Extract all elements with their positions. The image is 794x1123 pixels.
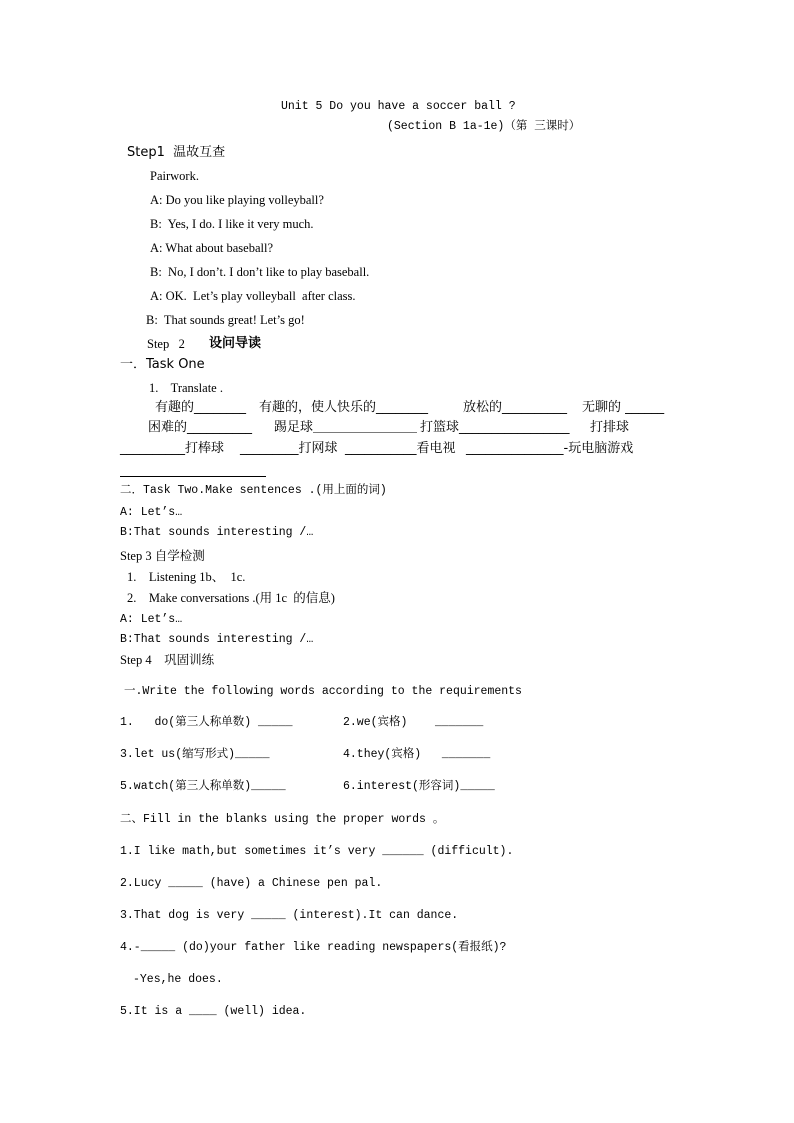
dialogue-line: A: OK. Let’s play volleyball after class. (150, 289, 356, 303)
step3-heading: Step 3 自学检测 (120, 549, 205, 563)
translate-item: ___________看电视 (345, 441, 456, 456)
translate-item: 困难的__________ (148, 420, 253, 435)
fill-item: 5.It is a ____ (well) idea. (120, 1005, 307, 1018)
translate-instruction: 1. Translate . (149, 381, 223, 395)
translate-item: 有趣的________ (155, 400, 247, 415)
translate-item: 踢足球＿＿＿＿＿＿＿＿ (274, 420, 418, 435)
exercise-item: 5.watch(第三人称单数)_____ (120, 780, 286, 793)
title-line-1: Unit 5 Do you have a soccer ball ? (281, 100, 516, 113)
fill-item: 1.I like math,but sometimes it’s very ______ (difficult). (120, 845, 514, 858)
dialogue-line: B: That sounds great! Let’s go! (146, 313, 305, 327)
step3-item: 2. Make conversations .(用 1c 的信息) (127, 591, 335, 605)
dialogue-line: A: What about baseball? (150, 241, 273, 255)
step2-heading: Step 2 (147, 337, 185, 351)
sentence-a: A: Let’s… (120, 613, 183, 626)
translate-item: _______________-玩电脑游戏 (466, 441, 634, 456)
exercise-item: 2.we(宾格) _______ (343, 716, 484, 729)
translate-item: 打篮球_________________ (420, 420, 570, 435)
translate-item: 放松的__________ (463, 400, 568, 415)
translate-item: _________打网球 (240, 441, 338, 456)
title-line-2: (Section B 1a-1e)（第 三课时） (387, 120, 581, 133)
step2-heading-cn: 设问导读 (209, 336, 262, 351)
translate-item: 打排球 (590, 420, 630, 435)
exercise-item: 3.let us(缩写形式)_____ (120, 748, 270, 761)
fill-item: 4.-_____ (do)your father like reading newspapers(看报纸)? (120, 941, 507, 954)
translate-item: 有趣的，使人快乐的________ (259, 400, 429, 415)
exercise-item: 6.interest(形容词)_____ (343, 780, 495, 793)
fill-item-answer: -Yes,he does. (133, 973, 223, 986)
part1-title: 一.Write the following words according to the requirements (124, 685, 522, 698)
part2-title: 二、Fill in the blanks using the proper words 。 (120, 813, 445, 826)
step3-item: 1. Listening 1b、 1c. (127, 570, 246, 584)
pairwork-label: Pairwork. (150, 169, 199, 183)
sentence-b: B:That sounds interesting /… (120, 526, 314, 539)
step4-heading: Step 4 巩固训练 (120, 653, 215, 667)
sentence-b: B:That sounds interesting /… (120, 633, 314, 646)
exercise-item: 1. do(第三人称单数) _____ (120, 716, 293, 729)
exercise-item: 4.they(宾格) _______ (343, 748, 491, 761)
dialogue-line: B: No, I don’t. I don’t like to play baseball. (150, 265, 370, 279)
task-one-heading: 一．Task One (120, 357, 205, 372)
translate-item: __________打棒球 (120, 441, 225, 456)
step1-heading: Step1 温故互查 (127, 145, 226, 160)
dialogue-line: A: Do you like playing volleyball? (150, 193, 324, 207)
task-two-heading: 二．Task Two.Make sentences .(用上面的词) (120, 484, 387, 497)
translate-item: 无聊的 ______ (582, 400, 665, 415)
sentence-a: A: Let’s… (120, 506, 183, 519)
fill-item: 2.Lucy _____ (have) a Chinese pen pal. (120, 877, 383, 890)
dialogue-line: B: Yes, I do. I like it very much. (150, 217, 314, 231)
fill-item: 3.That dog is very _____ (interest).It can dance. (120, 909, 459, 922)
answer-line (120, 476, 266, 477)
